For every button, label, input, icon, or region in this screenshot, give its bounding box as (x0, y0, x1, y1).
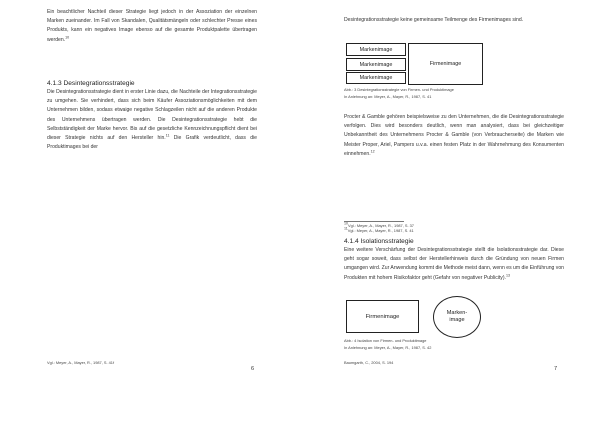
brand-ellipse-line2: image (449, 317, 465, 323)
section-heading-4-1-3: 4.1.3 Desintegrationsstrategie (47, 80, 135, 87)
procter-gamble-paragraph (344, 113, 564, 159)
desintegration-text-end: Die Grafik verdeutlicht, dass die Produktimages bei der (47, 135, 257, 151)
footnote-ref-11: 11 (165, 133, 170, 138)
footnote-11-number: 11 (344, 226, 348, 231)
left-footnote: Vgl.: Meyer, A., Mayer, R., 1987, S. 41f (47, 360, 115, 365)
right-footnote: Baumgarth, C., 2004, S. 194 (344, 360, 394, 365)
footnote-11-text: Vgl.: Meyer, A., Mayer, R., 1987, S. 41 (347, 228, 414, 233)
footnote-10-text: Vgl.: Meyer, A., Mayer, R., 1987, S. 37 (348, 223, 414, 228)
top-line: Desintegrationsstrategie keine gemeinsame Teilmenge des Firmenimages sind. (344, 17, 524, 23)
company-image-box: Firmenimage (408, 43, 483, 85)
footnote-11 (344, 228, 414, 233)
section-heading-4-1-4: 4.1.4 Isolationsstrategie (344, 238, 414, 245)
brand-image-box-2: Markenimage (346, 58, 406, 71)
brand-image-box-3: Markenimage (346, 72, 406, 84)
intro-paragraph (47, 8, 257, 45)
isolated-brand-image-ellipse (433, 296, 481, 338)
brand-image-box-1: Markenimage (346, 43, 406, 56)
figure3-source: In Anlehnung an: Meyer, A., Mayer, R., 1987, S. 41 (344, 94, 432, 99)
isolation-paragraph (344, 246, 564, 283)
figure4-source: In Anlehnung an: Meyer, A., Mayer, R., 1987, S. 42 (344, 345, 432, 350)
page-number-left: 6 (251, 366, 255, 372)
page-number-right: 7 (554, 366, 558, 372)
desintegration-paragraph (47, 88, 257, 152)
isolated-company-image-box: Firmenimage (346, 300, 419, 333)
procter-gamble-text: Procter & Gamble gehören beispielsweise zu den Unternehmen, die die Desintegrationsstrategie verfolgen. Dies wird besonders deutlich, wenn man analysiert, dass bei gleichzeitiger Unbekanntheit des Unternehmens Procter & Gamble (von Verbraucherseite) die Marken wie Meister Proper, Ariel, Pampers u.v.a. einen festen Platz in der Wahrnehmung des Konsumenten einnehmen. (344, 114, 564, 157)
brand-ellipse-line1: Marken- (446, 310, 468, 316)
footnote-ref-13: 13 (505, 272, 510, 277)
figure3-caption: Abb.: 3 Desintegrationsstrategie von Firmen- und Produktimage (344, 87, 454, 92)
footnote-separator (344, 221, 404, 222)
right-page (300, 0, 600, 425)
footnote-10-number: 10 (344, 221, 348, 226)
footnote-ref-12: 12 (370, 149, 375, 154)
intro-text: Ein beachtlicher Nachteil dieser Strategie liegt jedoch in der Assoziation der einzelnen Marken zueinander. Im Fall von Skandalen, Qualitätsmängeln oder schlechter Presse eines Produkts, kann ein negatives Image ebenso auf die gesamte Produktpalette übertragen werden. (47, 9, 257, 43)
footnote-ref-10: 10 (65, 34, 70, 39)
figure4-caption: Abb.: 4 Isolation von Firmen- und Produktimage (344, 338, 427, 343)
isolation-text: Eine weitere Verschärfung der Desintegrationsstrategie stellt die Isolationsstrategie dar. Diese geht sogar soweit, dass selbst der Herstellerhinweis durch die Gründung von neuen Firmen umgangen wird. Zur Anwendung kommt die Methode meist dann, wenn es um die Einführung von Produkten mit hohem Risikofaktor geht (Gefahr von negativer Publicity). (344, 247, 565, 281)
desintegration-text: Die Desintegrationsstrategie dient in erster Linie dazu, die Nachteile der Integrationsstrategie zu umgehen. Sie verhindert, dass sich beim Käufer Assoziationsmöglichkeiten mit dem Unternehmen bilden, sodass etwaige negative Schlagzeilen nicht auf die anderen Produkte des Unternehmens übertragen werden. Die Desintegrationsstrategie hebt die Selbstständigkeit der Marke hervor. Bis auf die gesetzliche Kennzeichnungspflicht dient bei dieser Strategie nichts auf den Hersteller hin. (47, 89, 257, 142)
